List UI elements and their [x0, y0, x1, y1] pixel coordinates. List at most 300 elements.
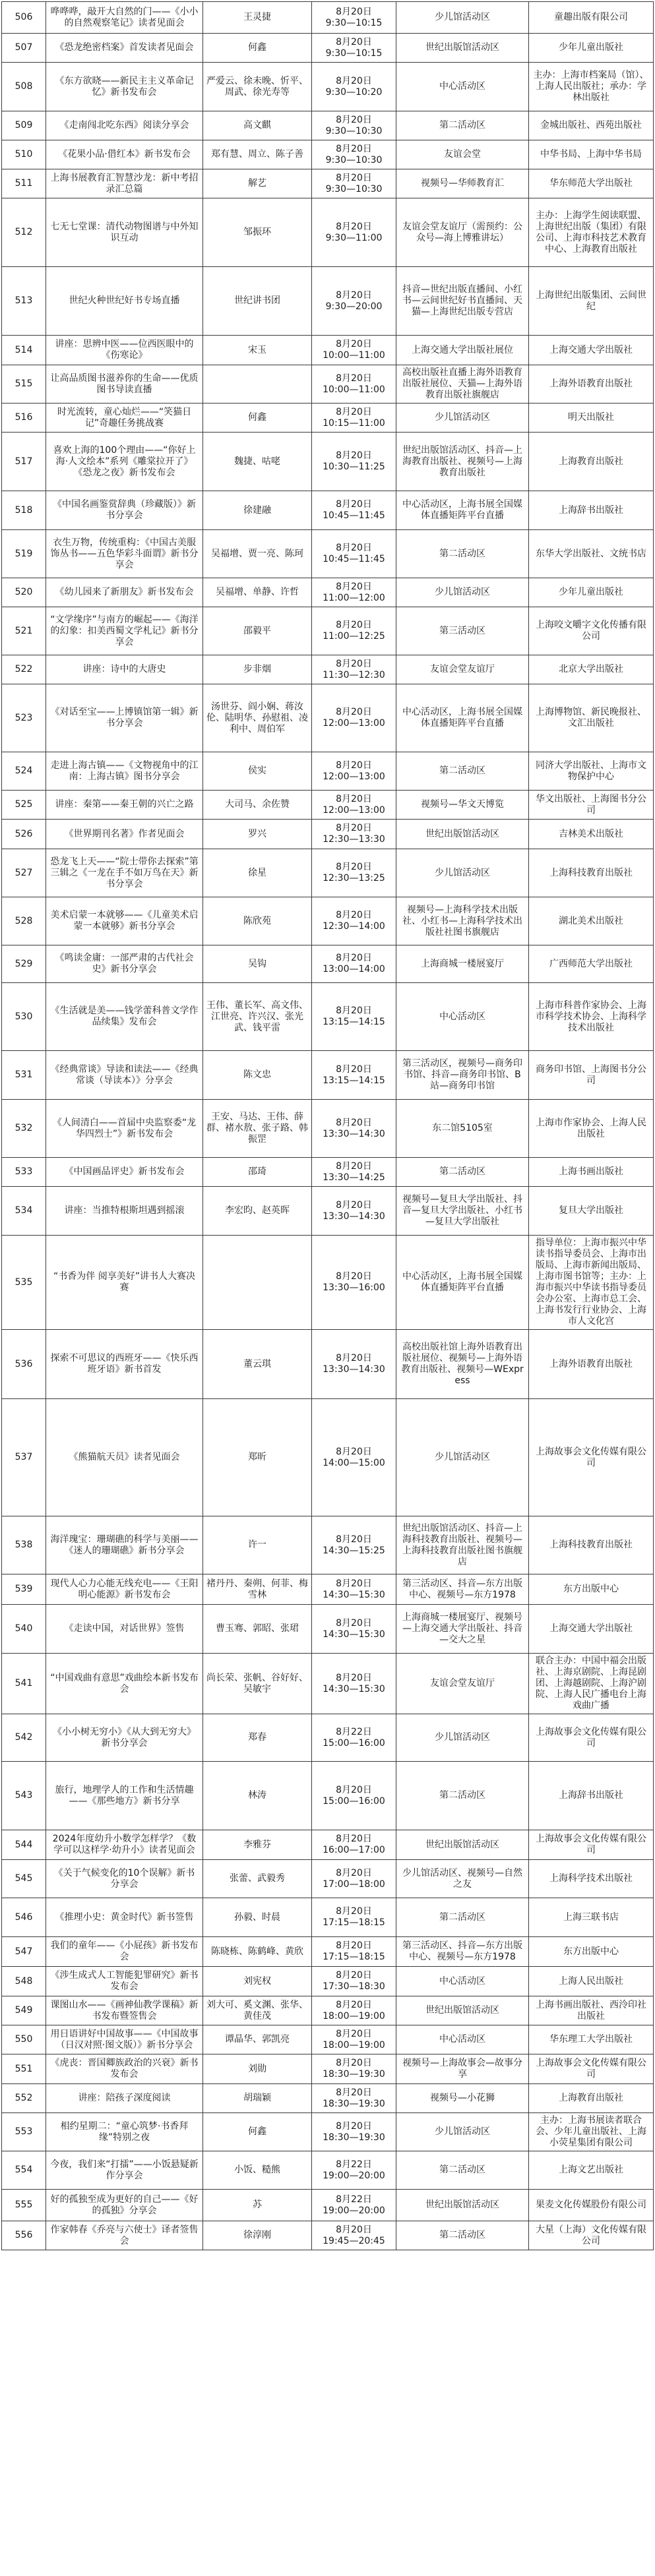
event-time: 17:15—18:15: [323, 1952, 385, 1962]
event-title-cell: “书香为伴 阅享美好”讲书人大赛决赛: [46, 1236, 203, 1330]
event-venue-cell: 少儿馆活动区: [396, 2113, 529, 2151]
event-schedule-table: [1, 1, 654, 2250]
event-guests-cell: 苏: [203, 2190, 312, 2221]
event-time: 16:00—17:00: [323, 1845, 385, 1855]
event-title-cell: 讲座：诗中的大唐史: [46, 655, 203, 684]
event-venue-cell: 中心活动区，上海书展全国媒体直播矩阵平台直播: [396, 1236, 529, 1330]
table-row: [2, 530, 654, 578]
event-organizer-cell: 中华书局、上海中华书局: [529, 140, 654, 169]
event-time: 13:15—14:15: [323, 1017, 385, 1027]
event-title-cell: 《虎丧：晋国卿族政治的兴衰》新书发布会: [46, 2054, 203, 2084]
event-guests-cell: 王灵捷: [203, 2, 312, 34]
event-time: 14:30—15:30: [323, 1629, 385, 1640]
event-title-cell: 《生活就是美——钱学蕾科普文学作品续集》发布会: [46, 983, 203, 1051]
event-guests-cell: 刘宪权: [203, 1967, 312, 1996]
event-venue-cell: 上海商城一楼展宴厅、视频号—上海交通大学出版社、抖音—交大之星: [396, 1605, 529, 1654]
event-title-cell: 《东方欲晓——新民主主义革命记忆》新书发布会: [46, 63, 203, 111]
table-row: [2, 2190, 654, 2221]
event-number-cell: 551: [2, 2054, 46, 2084]
event-organizer-cell: 北京大学出版社: [529, 655, 654, 684]
event-datetime-cell: [312, 655, 396, 684]
event-time: 18:30—19:30: [323, 2098, 385, 2109]
event-organizer-cell: 主办：上海学生阅读联盟、上海世纪出版（集团）有限公司、上海市科技艺术教育中心、上海教育出版社: [529, 198, 654, 267]
event-title-cell: 《恐龙绝密档案》首发读者见面会: [46, 34, 203, 63]
event-guests-cell: 罗兴: [203, 820, 312, 849]
event-venue-cell: 中心活动区，上海书展全国媒体直播矩阵平台直播: [396, 491, 529, 530]
event-guests-cell: 世纪讲书团: [203, 267, 312, 336]
event-date: 8月20日: [336, 373, 372, 384]
event-guests-cell: 陈文忠: [203, 1051, 312, 1100]
event-guests-cell: 林涛: [203, 1762, 312, 1830]
event-number-cell: 522: [2, 655, 46, 684]
event-time: 13:30—14:25: [323, 1172, 385, 1183]
event-time: 15:00—16:00: [323, 1795, 385, 1807]
event-organizer-cell: 主办：上海市档案局（馆）、上海人民出版社；承办：学林出版社: [529, 63, 654, 111]
event-venue-cell: 视频号—上海科学技术出版社、小红书—上海科学技术出版社社图书旗舰店: [396, 897, 529, 945]
event-title-cell: 好的孤独至成为更好的自己——《好的孤独》分享会: [46, 2190, 203, 2221]
event-number-cell: 543: [2, 1762, 46, 1830]
event-datetime-cell: [312, 1654, 396, 1714]
event-organizer-cell: 上海辞书出版社: [529, 491, 654, 530]
event-organizer-cell: 上海外语教育出版社: [529, 1330, 654, 1399]
event-datetime-cell: [312, 1158, 396, 1187]
table-row: [2, 433, 654, 491]
event-venue-cell: 世纪出版馆活动区、抖音—上海科技教育出版社、视频号—上海科技教育出版社图书旗舰店: [396, 1516, 529, 1574]
event-time: 12:30—13:25: [323, 873, 385, 884]
event-number-cell: 533: [2, 1158, 46, 1187]
event-datetime-cell: [312, 1330, 396, 1399]
event-organizer-cell: 上海科学技术出版社: [529, 1860, 654, 1898]
event-guests-cell: 许一: [203, 1516, 312, 1574]
event-venue-cell: 第二活动区: [396, 530, 529, 578]
event-organizer-cell: 主办：上海书展读者联合会、少年儿童出版社、上海小荧星集团有限公司: [529, 2113, 654, 2151]
event-number-cell: 516: [2, 404, 46, 433]
event-organizer-cell: 上海故事会文化传媒有限公司: [529, 2054, 654, 2084]
event-number-cell: 538: [2, 1516, 46, 1574]
event-date: 8月20日: [336, 823, 372, 833]
event-title-cell: 《人间清白——首届中央监察委“龙华四烈士”》新书发布会: [46, 1100, 203, 1158]
event-venue-cell: 视频号—华文天博览: [396, 791, 529, 820]
event-guests-cell: 邹振环: [203, 198, 312, 267]
event-venue-cell: 第三活动区: [396, 607, 529, 655]
event-datetime-cell: [312, 820, 396, 849]
event-datetime-cell: [312, 365, 396, 404]
event-number-cell: 536: [2, 1330, 46, 1399]
event-number-cell: 506: [2, 2, 46, 34]
event-venue-cell: 第二活动区: [396, 1898, 529, 1937]
event-title-cell: 《对话至宝——上博镇馆第一辑》新书分享会: [46, 684, 203, 752]
event-organizer-cell: 上海科技教育出版社: [529, 1516, 654, 1574]
event-title-cell: 《涉生成式人工智能犯罪研究》新书发布会: [46, 1967, 203, 1996]
event-date: 8月20日: [336, 1867, 372, 1878]
event-date: 8月20日: [336, 1353, 372, 1363]
event-guests-cell: 郑昕: [203, 1399, 312, 1516]
event-guests-cell: 李雅芬: [203, 1830, 312, 1860]
event-venue-cell: 中心活动区: [396, 2025, 529, 2054]
event-datetime-cell: [312, 140, 396, 169]
event-datetime-cell: [312, 1762, 396, 1830]
table-row: [2, 198, 654, 267]
event-date: 8月20日: [336, 36, 372, 47]
event-date: 8月20日: [336, 499, 372, 510]
event-title-cell: 旅行，地理学人的工作和生活情趣——《那些地方》新书分享: [46, 1762, 203, 1830]
event-venue-cell: 友谊会堂友谊厅: [396, 655, 529, 684]
table-row: [2, 684, 654, 752]
table-row: [2, 267, 654, 336]
event-time: 10:30—11:25: [323, 462, 385, 472]
event-title-cell: 今夜，我们来“打擂”——小饭悬疑新作分享会: [46, 2151, 203, 2190]
event-venue-cell: 世纪出版馆活动区、抖音—上海教育出版社、视频号—上海教育出版社: [396, 433, 529, 491]
event-title-cell: 海洋瑰宝：珊瑚礁的科学与美丽——《迷人的珊瑚礁》新书分享会: [46, 1516, 203, 1574]
event-organizer-cell: 上海科技教育出版社: [529, 849, 654, 897]
event-time: 12:00—13:00: [323, 771, 385, 782]
event-number-cell: 523: [2, 684, 46, 752]
event-guests-cell: 小饭、糙熊: [203, 2151, 312, 2190]
event-organizer-cell: 上海交通大学出版社: [529, 1605, 654, 1654]
event-number-cell: 513: [2, 267, 46, 336]
event-datetime-cell: [312, 897, 396, 945]
event-date: 8月20日: [336, 760, 372, 771]
event-organizer-cell: 联合主办：中国中福会出版社、上海京剧院、上海昆剧团、上海越剧院、上海沪剧院、上海人民广播电台上海戏曲广播: [529, 1654, 654, 1714]
event-date: 8月20日: [336, 221, 372, 232]
table-row: [2, 1898, 654, 1937]
event-number-cell: 528: [2, 897, 46, 945]
event-number-cell: 552: [2, 2084, 46, 2113]
event-number-cell: 511: [2, 169, 46, 198]
table-row: [2, 945, 654, 983]
event-time: 12:00—13:00: [323, 804, 385, 816]
table-row: [2, 849, 654, 897]
event-guests-cell: [203, 365, 312, 404]
table-row: [2, 365, 654, 404]
event-date: 8月20日: [336, 707, 372, 717]
event-guests-cell: 胡瑞颖: [203, 2084, 312, 2113]
event-organizer-cell: 上海市作家协会、上海人民出版社: [529, 1100, 654, 1158]
table-row: [2, 1158, 654, 1187]
event-organizer-cell: 上海交通大学出版社: [529, 336, 654, 365]
event-title-cell: 《小小树无穷小》《从大到无穷大》新书分享会: [46, 1714, 203, 1762]
event-title-cell: 讲座：当推特根斯坦遇到摇滚: [46, 1187, 203, 1236]
event-datetime-cell: [312, 607, 396, 655]
event-venue-cell: 视频号—小花狮: [396, 2084, 529, 2113]
event-organizer-cell: 上海书画出版社、西泠印社出版社: [529, 1996, 654, 2025]
event-venue-cell: 视频号—上海故事会—故事分享: [396, 2054, 529, 2084]
table-row: [2, 2151, 654, 2190]
event-datetime-cell: [312, 983, 396, 1051]
event-time: 18:00—19:00: [323, 2010, 385, 2022]
event-organizer-cell: 上海世纪出版集团、云间世纪: [529, 267, 654, 336]
event-title-cell: 相约星期二：“童心筑梦·书香拜缘”特别之夜: [46, 2113, 203, 2151]
table-row: [2, 897, 654, 945]
event-date: 8月20日: [336, 1906, 372, 1917]
event-venue-cell: 第三活动区，视频号—商务印书馆、抖音—商务印书馆、B站—商务印书馆: [396, 1051, 529, 1100]
event-date: 8月20日: [336, 658, 372, 669]
event-organizer-cell: 东华大学出版社、文统书店: [529, 530, 654, 578]
event-organizer-cell: 指导单位：上海市振兴中华读书指导委员会、上海市出版局、上海市新闻出版局、上海市图书馆等；主办：上海市振兴中华读书指导委员会办公室、上海市总工会、上海书发行行业协会、上海市人文化宫: [529, 1236, 654, 1330]
event-organizer-cell: 上海故事会文化传媒有限公司: [529, 1399, 654, 1516]
event-title-cell: 探索不可思议的西班牙——《快乐西班牙语》新书首发: [46, 1330, 203, 1399]
event-date: 8月20日: [336, 1117, 372, 1128]
event-time: 10:00—11:00: [323, 350, 385, 361]
event-datetime-cell: [312, 752, 396, 791]
event-date: 8月20日: [336, 289, 372, 301]
event-date: 8月20日: [336, 114, 372, 125]
event-datetime-cell: [312, 63, 396, 111]
event-date: 8月22日: [336, 1726, 372, 1737]
event-number-cell: 546: [2, 1898, 46, 1937]
event-time: 13:30—14:30: [323, 1128, 385, 1139]
event-title-cell: 现代人心力心能无线充电——《王阳明心能源》新书发布会: [46, 1574, 203, 1605]
event-guests-cell: 宋玉: [203, 336, 312, 365]
table-row: [2, 1762, 654, 1830]
event-date: 8月20日: [336, 2224, 372, 2235]
event-number-cell: 549: [2, 1996, 46, 2025]
event-number-cell: 509: [2, 111, 46, 140]
event-title-cell: 用日语讲好中国故事——《中国故事（日汉对照·图文版）》新书分享会: [46, 2025, 203, 2054]
event-organizer-cell: 上海外语教育出版社: [529, 365, 654, 404]
table-row: [2, 336, 654, 365]
event-number-cell: 556: [2, 2221, 46, 2250]
event-datetime-cell: [312, 1937, 396, 1967]
event-guests-cell: 徐星: [203, 849, 312, 897]
event-date: 8月20日: [336, 2120, 372, 2132]
event-time: 9:30—10:30: [325, 125, 383, 136]
event-venue-cell: 第二活动区: [396, 1158, 529, 1187]
table-row: [2, 820, 654, 849]
event-date: 8月20日: [336, 1999, 372, 2010]
event-title-cell: 作家韩春《乔亮与六使士》译者签售会: [46, 2221, 203, 2250]
event-time: 9:30—10:20: [325, 86, 383, 98]
event-guests-cell: 邵琦: [203, 1158, 312, 1187]
event-datetime-cell: [312, 169, 396, 198]
event-date: 8月20日: [336, 793, 372, 804]
event-guests-cell: 李宏昀、赵英晖: [203, 1187, 312, 1236]
event-venue-cell: 少儿馆活动区: [396, 1714, 529, 1762]
table-row: [2, 655, 654, 684]
event-venue-cell: 世纪出版馆活动区: [396, 1996, 529, 2025]
event-date: 8月20日: [336, 1834, 372, 1844]
event-organizer-cell: 少年儿童出版社: [529, 578, 654, 607]
event-datetime-cell: [312, 791, 396, 820]
event-number-cell: 508: [2, 63, 46, 111]
event-time: 13:30—14:30: [323, 1211, 385, 1222]
event-date: 8月20日: [336, 406, 372, 417]
event-number-cell: 554: [2, 2151, 46, 2190]
table-row: [2, 1516, 654, 1574]
event-guests-cell: 吴福增、单静、许哲: [203, 578, 312, 607]
event-venue-cell: 友谊会堂: [396, 140, 529, 169]
event-title-cell: “中国戏曲有意思”戏曲绘本新书发布会: [46, 1654, 203, 1714]
event-title-cell: 走进上海古镇——《文物视角中的江南：上海古镇》图书分享会: [46, 752, 203, 791]
event-number-cell: 520: [2, 578, 46, 607]
event-organizer-cell: 东方出版中心: [529, 1937, 654, 1967]
event-guests-cell: [203, 1236, 312, 1330]
event-time: 17:15—18:15: [323, 1917, 385, 1928]
event-datetime-cell: [312, 336, 396, 365]
table-row: [2, 1100, 654, 1158]
event-organizer-cell: 明天出版社: [529, 404, 654, 433]
event-organizer-cell: 华文出版社、上海图书分公司: [529, 791, 654, 820]
event-guests-cell: 侯实: [203, 752, 312, 791]
event-date: 8月20日: [336, 1672, 372, 1683]
event-organizer-cell: 上海人民出版社: [529, 1967, 654, 1996]
event-venue-cell: 第二活动区: [396, 2221, 529, 2250]
event-date: 8月20日: [336, 1199, 372, 1211]
event-number-cell: 537: [2, 1399, 46, 1516]
event-organizer-cell: 华东师范大学出版社: [529, 169, 654, 198]
table-row: [2, 1967, 654, 1996]
event-date: 8月20日: [336, 862, 372, 872]
event-venue-cell: 第二活动区: [396, 752, 529, 791]
event-organizer-cell: 同济大学出版社、上海市文物保护中心: [529, 752, 654, 791]
event-time: 9:30—20:00: [325, 301, 383, 312]
event-organizer-cell: 上海辞书出版社: [529, 1762, 654, 1830]
event-organizer-cell: 上海故事会文化传媒有限公司: [529, 1830, 654, 1860]
event-guests-cell: 刘勋: [203, 2054, 312, 2084]
table-row: [2, 752, 654, 791]
event-organizer-cell: 商务印书馆、上海图书分公司: [529, 1051, 654, 1100]
event-time: 14:30—15:30: [323, 1589, 385, 1600]
event-time: 18:30—19:30: [323, 2132, 385, 2143]
event-datetime-cell: [312, 1516, 396, 1574]
event-guests-cell: 孙毅、时晨: [203, 1898, 312, 1937]
event-datetime-cell: [312, 1830, 396, 1860]
event-organizer-cell: 果麦文化传媒股份有限公司: [529, 2190, 654, 2221]
event-date: 8月20日: [336, 143, 372, 154]
event-venue-cell: 第三活动区、抖音—东方出版中心、视频号—东方1978: [396, 1574, 529, 1605]
event-datetime-cell: [312, 1714, 396, 1762]
event-guests-cell: 吴钩: [203, 945, 312, 983]
event-datetime-cell: [312, 2151, 396, 2190]
table-row: [2, 63, 654, 111]
event-datetime-cell: [312, 198, 396, 267]
event-guests-cell: 曹玉骞、郭昭、张珺: [203, 1605, 312, 1654]
event-title-cell: 恐龙飞上天——“院士带你去探索”第三辑之《一龙在手不如万鸟在天》新书分享会: [46, 849, 203, 897]
event-time: 12:00—13:00: [323, 718, 385, 729]
event-number-cell: 531: [2, 1051, 46, 1100]
event-title-cell: 喜欢上海的100个理由——“你好上海·人文绘本”系列《雕棠拉开了》《恐龙之夜》新书发布会: [46, 433, 203, 491]
event-date: 8月20日: [336, 172, 372, 183]
event-datetime-cell: [312, 267, 396, 336]
event-guests-cell: 尚长荣、张帆、谷好好、吴敏宇: [203, 1654, 312, 1714]
event-title-cell: 2024年度幼升小数学怎样学？《数学可以这样学·幼升小》读者见面会: [46, 1830, 203, 1860]
event-title-cell: 《中国名画鉴赏辞典（珍藏版）》新书分享会: [46, 491, 203, 530]
event-number-cell: 530: [2, 983, 46, 1051]
event-datetime-cell: [312, 1605, 396, 1654]
event-time: 10:45—11:45: [323, 554, 385, 564]
event-title-cell: 我们的童年——《小屁孩》新书发布会: [46, 1937, 203, 1967]
event-number-cell: 555: [2, 2190, 46, 2221]
event-time: 13:30—14:30: [323, 1364, 385, 1375]
event-organizer-cell: 金城出版社、西苑出版社: [529, 111, 654, 140]
event-date: 8月20日: [336, 339, 372, 349]
event-organizer-cell: 广西师范大学出版社: [529, 945, 654, 983]
event-time: 11:00—12:00: [323, 592, 385, 603]
event-datetime-cell: [312, 1100, 396, 1158]
event-title-cell: 《走读中国，对话世界》签售: [46, 1605, 203, 1654]
event-guests-cell: 徐建融: [203, 491, 312, 530]
event-guests-cell: 王伟、董长军、高文伟、江世亮、许兴汉、张光武、钱平雷: [203, 983, 312, 1051]
event-number-cell: 540: [2, 1605, 46, 1654]
event-date: 8月22日: [336, 2159, 372, 2170]
event-title-cell: 《关于气候变化的10个误解》新书分享会: [46, 1860, 203, 1898]
event-datetime-cell: [312, 2221, 396, 2250]
event-datetime-cell: [312, 530, 396, 578]
event-venue-cell: 世纪出版馆活动区: [396, 1830, 529, 1860]
event-datetime-cell: [312, 2084, 396, 2113]
table-row: [2, 1654, 654, 1714]
event-time: 11:30—12:30: [323, 669, 385, 680]
event-venue-cell: 中心活动区: [396, 983, 529, 1051]
event-datetime-cell: [312, 1860, 396, 1898]
event-time: 9:30—10:30: [325, 183, 383, 195]
event-date: 8月20日: [336, 6, 372, 17]
event-number-cell: 544: [2, 1830, 46, 1860]
event-datetime-cell: [312, 2190, 396, 2221]
event-number-cell: 510: [2, 140, 46, 169]
event-date: 8月22日: [336, 2194, 372, 2205]
event-organizer-cell: 复旦大学出版社: [529, 1187, 654, 1236]
event-time: 18:00—19:00: [323, 2039, 385, 2051]
event-venue-cell: 少儿馆活动区: [396, 849, 529, 897]
event-title-cell: 课图山水——《画神仙教学课稿》新书发布暨签售会: [46, 1996, 203, 2025]
event-organizer-cell: 东方出版中心: [529, 1574, 654, 1605]
event-datetime-cell: [312, 404, 396, 433]
event-date: 8月20日: [336, 1446, 372, 1457]
event-date: 8月20日: [336, 1534, 372, 1545]
table-row: [2, 578, 654, 607]
event-time: 14:30—15:25: [323, 1545, 385, 1556]
event-organizer-cell: 上海教育出版社: [529, 433, 654, 491]
event-datetime-cell: [312, 2113, 396, 2151]
table-row: [2, 1996, 654, 2025]
event-date: 8月20日: [336, 1063, 372, 1075]
event-time: 19:00—20:00: [323, 2205, 385, 2216]
event-datetime-cell: [312, 1399, 396, 1516]
event-title-cell: 讲座：陪孩子深度阅读: [46, 2084, 203, 2113]
event-time: 18:30—19:30: [323, 2069, 385, 2080]
event-venue-cell: 少儿馆活动区: [396, 1399, 529, 1516]
table-row: [2, 1330, 654, 1399]
event-organizer-cell: 上海博物馆、新民晚报社、文汇出版社: [529, 684, 654, 752]
event-title-cell: 哗哗哗，敲开大自然的门——《小小的自然观察笔记》读者见面会: [46, 2, 203, 34]
event-date: 8月20日: [336, 1970, 372, 1981]
event-venue-cell: 视频号—复旦大学出版社、抖音—复旦大学出版社、小红书—复旦大学出版社: [396, 1187, 529, 1236]
event-venue-cell: 上海交通大学出版社展位: [396, 336, 529, 365]
event-guests-cell: 何鑫: [203, 2113, 312, 2151]
event-guests-cell: 大司马、余佐赞: [203, 791, 312, 820]
event-time: 10:15—11:00: [323, 417, 385, 429]
event-datetime-cell: [312, 1967, 396, 1996]
event-time: 17:00—18:00: [323, 1878, 385, 1890]
table-row: [2, 1830, 654, 1860]
event-number-cell: 535: [2, 1236, 46, 1330]
event-venue-cell: 抖音—世纪出版直播间、小红书—云间世纪好书直播间、天猫—上海世纪出版专营店: [396, 267, 529, 336]
table-row: [2, 2, 654, 34]
event-venue-cell: 上海商城一楼展宴厅: [396, 945, 529, 983]
event-datetime-cell: [312, 2025, 396, 2054]
event-time: 15:00—16:00: [323, 1737, 385, 1749]
event-venue-cell: 世纪出版馆活动区: [396, 34, 529, 63]
event-number-cell: 532: [2, 1100, 46, 1158]
event-organizer-cell: 上海市科普作家协会、上海市科学技术协会、上海科学技术出版社: [529, 983, 654, 1051]
event-datetime-cell: [312, 433, 396, 491]
event-date: 8月20日: [336, 543, 372, 553]
event-venue-cell: 少儿馆活动区: [396, 404, 529, 433]
event-datetime-cell: [312, 2, 396, 34]
event-time: 19:45—20:45: [323, 2235, 385, 2246]
event-guests-cell: 刘大可、奚文渊、张华、黄佳茂: [203, 1996, 312, 2025]
